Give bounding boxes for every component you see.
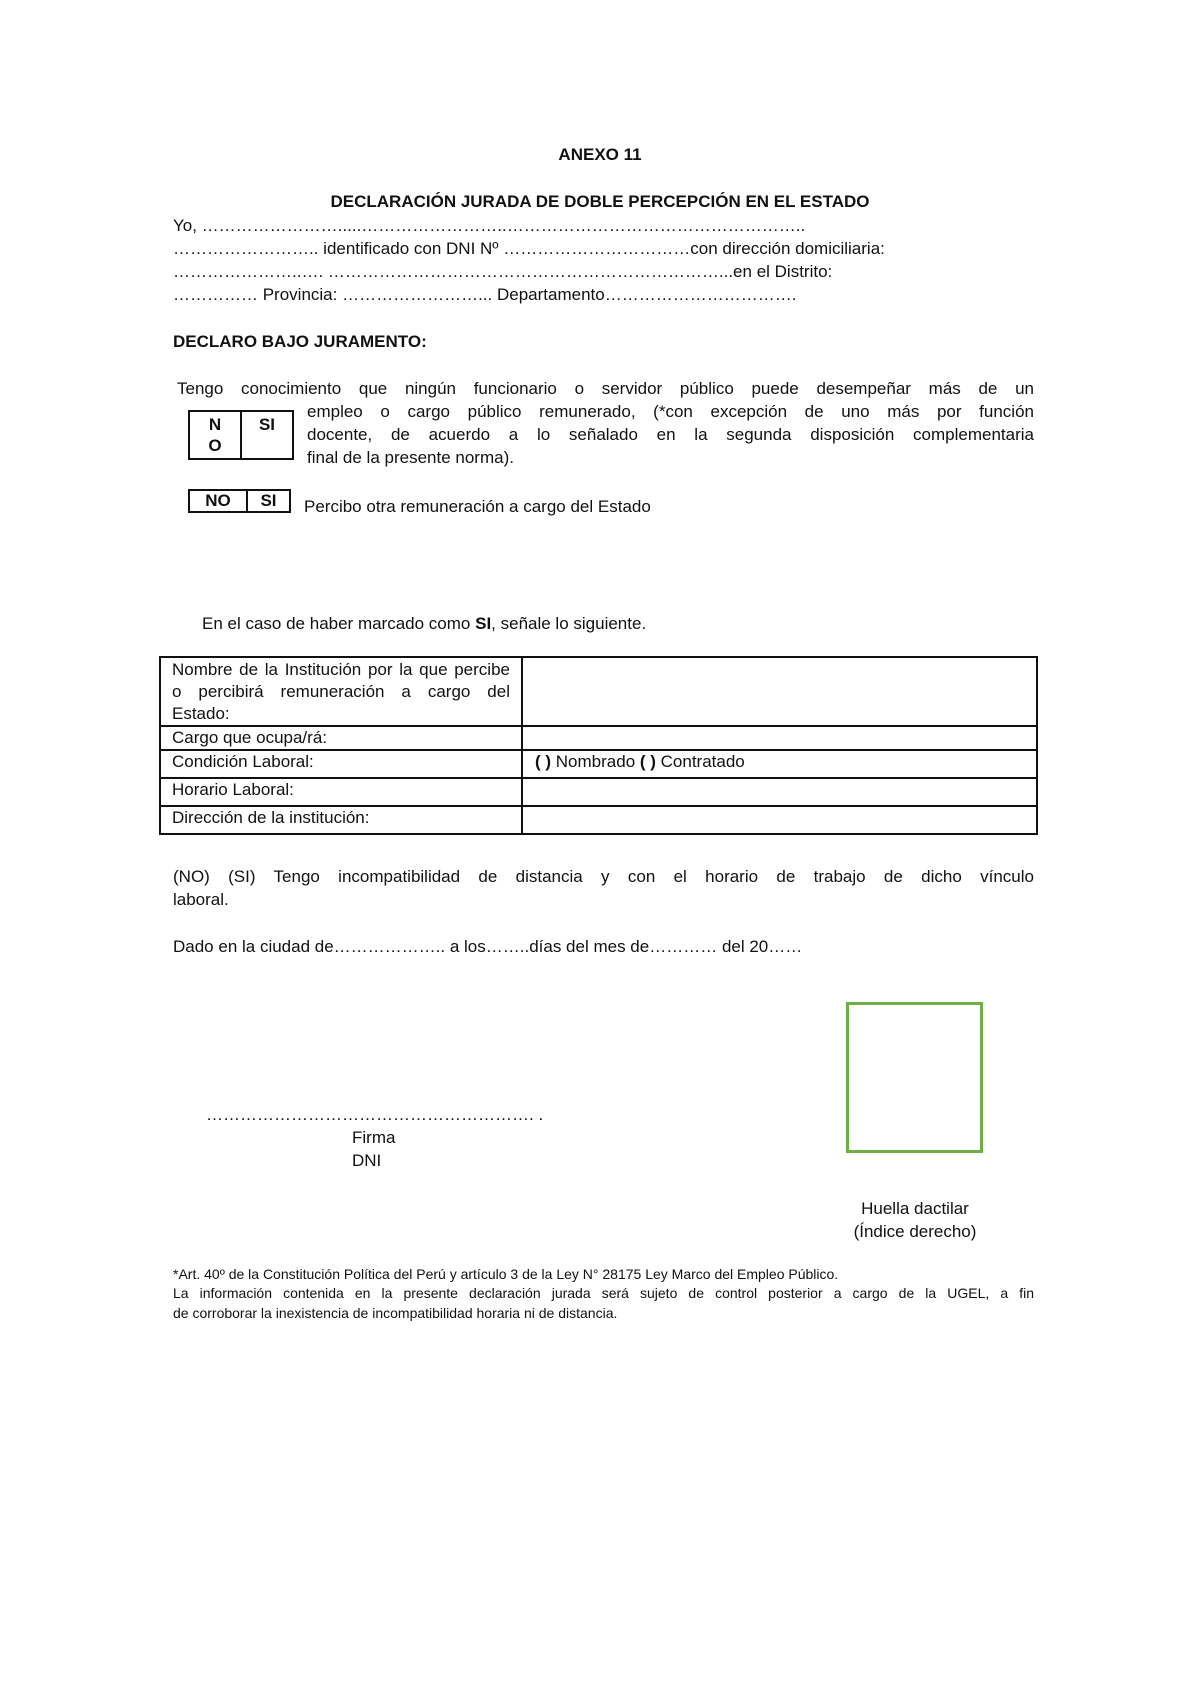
table-label-institution: Nombre de la Institución por la que percibe o percibirá remuneración a cargo del Estado: — [160, 657, 522, 726]
horario-field[interactable] — [522, 778, 1037, 806]
date-place-line: Dado en la ciudad de……………….. a los……..días del mes de………… del 20…… — [173, 937, 803, 956]
table-label-direccion: Dirección de la institución: — [160, 806, 522, 834]
signature-line: …………………………………………………. . — [206, 1105, 544, 1124]
document-title: DECLARACIÓN JURADA DE DOBLE PERCEPCIÓN EN EL ESTADO — [330, 192, 870, 211]
nombrado-label: Nombrado — [551, 752, 640, 771]
table-label-horario: Horario Laboral: — [160, 778, 522, 806]
si-option-2[interactable]: SI — [260, 491, 277, 510]
table-label-cargo: Cargo que ocupa/rá: — [160, 726, 522, 750]
signature-label: Firma — [352, 1128, 396, 1147]
condicion-field — [522, 750, 1037, 778]
direccion-field[interactable] — [522, 806, 1037, 834]
incompatibility-line-1: (NO) (SI) Tengo incompatibilidad de distancia y con el horario de trabajo de dicho vínculo — [173, 867, 1034, 886]
si-option-1[interactable]: SI — [258, 415, 276, 434]
table-row — [160, 657, 1037, 726]
statement1-line-2: empleo o cargo público remunerado, (*con excepción de uno más por función — [307, 402, 1034, 421]
identity-line-1: Yo, …………………….....……………………..…………………………………………….. — [173, 216, 806, 235]
footnote-3: de corroborar la inexistencia de incompatibilidad horaria ni de distancia. — [173, 1305, 618, 1321]
table-label-condicion: Condición Laboral: — [160, 750, 522, 778]
statement1-line-4: final de la presente norma). — [307, 448, 514, 467]
institution-table — [159, 656, 1038, 835]
table-row — [160, 806, 1037, 834]
no-si-checkbox-1[interactable] — [188, 410, 294, 460]
contratado-checkbox[interactable]: ( ) — [639, 752, 656, 771]
no-option-2[interactable]: NO — [190, 491, 248, 511]
table-row — [160, 750, 1037, 778]
nombrado-checkbox[interactable]: ( ) — [535, 752, 552, 771]
identity-line-4: …………… Provincia: ……………………... Departamento……………………………. — [173, 285, 797, 304]
incompatibility-line-2: laboral. — [173, 890, 229, 909]
declaro-heading: DECLARO BAJO JURAMENTO: — [173, 332, 427, 351]
fingerprint-label: Huella dactilar — [861, 1199, 969, 1218]
identity-line-3: …………………..…. ……………………………………………………………...en el Distrito: — [173, 262, 833, 281]
statement2-text: Percibo otra remuneración a cargo del Estado — [304, 497, 651, 516]
statement1-line-1: Tengo conocimiento que ningún funcionario o servidor público puede desempeñar más de un — [177, 379, 1034, 398]
dni-label: DNI — [352, 1151, 382, 1170]
institution-name-field[interactable] — [522, 657, 1037, 726]
annex-number: ANEXO 11 — [558, 145, 642, 164]
no-si-checkbox-2[interactable] — [188, 489, 291, 513]
table-row — [160, 726, 1037, 750]
contratado-label: Contratado — [655, 752, 745, 771]
footnote-2: La información contenida en la presente declaración jurada será sujeto de control posterior a cargo de la UGEL, a fin — [173, 1285, 1034, 1301]
no-option-1[interactable]: N O — [190, 412, 242, 458]
table-row — [160, 778, 1037, 806]
cargo-field[interactable] — [522, 726, 1037, 750]
fingerprint-box — [846, 1002, 983, 1153]
identity-line-2: …………………….. identificado con DNI Nº ……………………………con dirección domiciliaria: — [173, 239, 885, 258]
fingerprint-sublabel: (Índice derecho) — [853, 1222, 977, 1241]
case-instruction: En el caso de haber marcado como SI, señale lo siguiente. — [202, 614, 647, 633]
statement1-line-3: docente, de acuerdo a lo señalado en la segunda disposición complementaria — [307, 425, 1034, 444]
footnote-1: *Art. 40º de la Constitución Política del Perú y artículo 3 de la Ley N° 28175 Ley Marco del Empleo Público. — [173, 1266, 839, 1282]
